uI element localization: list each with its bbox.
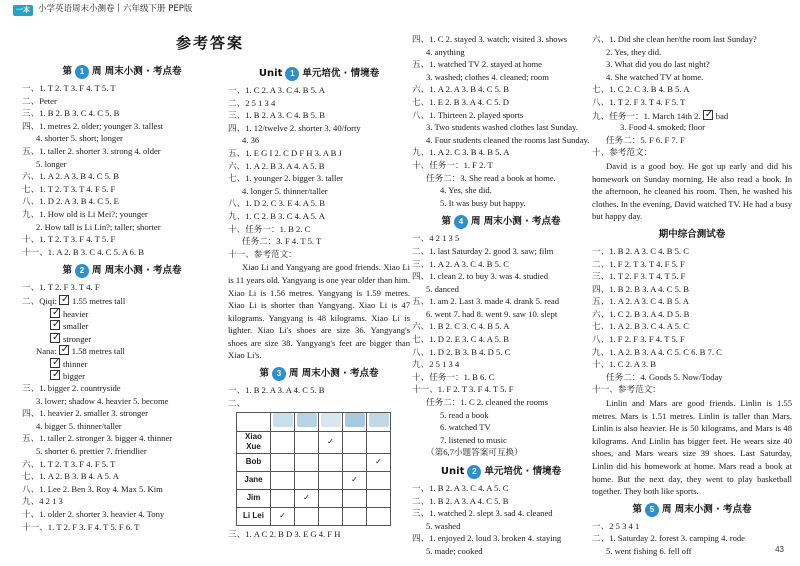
answer-line: 四、1. C 2. stayed 3. watch; visited 3. shows <box>412 34 568 44</box>
table-cell <box>343 507 367 525</box>
answer-line: 五、1. watched TV 2. stayed at home <box>412 59 542 70</box>
table-cell: ✓ <box>343 471 367 489</box>
answer-line: 十一、1. T 2. F 3. F 4. T 5. F 6. T <box>22 521 140 532</box>
answer-line: （第6,7小题答案可互换） <box>426 447 523 458</box>
answer-line: 八、1. F 2. F 3. F 4. T 5. F <box>592 334 685 345</box>
section-header-week-4 <box>412 213 590 231</box>
answer-line: 二、Peter <box>22 95 57 106</box>
table-cell <box>295 507 319 525</box>
table-cell <box>295 431 319 453</box>
answer-line: 二、 <box>228 397 246 408</box>
answer-line: 二、1. B 2. A 3. A 4. C 5. B <box>412 495 509 506</box>
header-label: 周 周末小测 · 考点卷 <box>661 503 752 515</box>
series-title: 小学英语周末小测卷丨六年级下册 PEP版 <box>38 4 193 14</box>
table-cell: ✓ <box>319 431 343 453</box>
answer-line: 八、1. T 2. F 3. T 4. F 5. T <box>592 96 686 107</box>
answer-line: 三、1. B 2. A 3. C 4. B 5. B <box>228 110 325 121</box>
checkbox-checked-icon <box>50 370 60 380</box>
column-2 <box>228 62 410 541</box>
answer-line <box>22 370 222 383</box>
answer-line: 十一、参考范文： <box>592 384 661 395</box>
table-cell: ✓ <box>367 453 391 471</box>
answer-line: 3. washed; clothes 4. cleaned; room <box>426 71 549 82</box>
answer-line: 二、1. F 2. T 3. T 4. F 5. F <box>592 258 685 269</box>
answer-list <box>412 233 590 460</box>
publisher-logo: 一本 <box>13 5 33 16</box>
answer-line: 4. bigger 5. thinner/taller <box>36 420 122 431</box>
answer-line: 2. How tall is Li Lin?; taller; shorter <box>36 221 161 232</box>
answer-line <box>592 110 792 123</box>
answer-line: 一、1. T 2. T 3. F 4. T 5. T <box>22 83 116 93</box>
answer-line: 四、1. 12/twelve 2. shorter 3. 40/forty <box>228 122 361 133</box>
answer-text: 九、任务一：1. March 14th 2. <box>592 110 701 121</box>
answer-line: 三、1. bigger 2. countryside <box>22 383 121 394</box>
answer-line: 六、1. A 2. B 3. A 4. A 5. B <box>228 160 325 171</box>
answer-line: 5. It was busy but happy. <box>440 197 526 208</box>
answer-line: 十一、1. F 2. T 3. F 4. T 5. F <box>412 384 514 395</box>
table-cell <box>295 471 319 489</box>
answer-list <box>22 83 222 259</box>
answer-line: 三、1. A C 2. B D 3. E G 4. F H <box>228 528 341 539</box>
answer-line: 3. Two students washed clothes last Sunday. <box>426 122 578 133</box>
page-title: 参考答案 <box>176 34 245 52</box>
header-label: 单元培优 · 情境卷 <box>484 465 562 477</box>
answer-list <box>22 383 222 534</box>
answer-list <box>592 521 792 559</box>
answer-line: 任务二：3. F 4. T 5. T <box>242 236 322 247</box>
answer-line: 七、1. A 2. B 3. C 4. A 5. C <box>592 321 689 332</box>
column-3 <box>412 34 590 559</box>
picture-cell <box>295 413 319 432</box>
answer-line: 八、1. Thirteen 2. played sports <box>412 109 524 120</box>
nana-label: Nana: <box>36 346 57 357</box>
cleaning-icon <box>297 413 317 427</box>
table-name-cell: Jane <box>237 471 271 489</box>
answer-line: 五、1. am 2. Last 3. made 4. drank 5. read <box>412 296 560 307</box>
table-row <box>237 453 391 471</box>
picture-cell <box>343 413 367 432</box>
table-cell <box>319 471 343 489</box>
answer-line: 5. went fishing 6. fell off <box>606 545 692 556</box>
answer-line: 7. listened to music <box>440 434 507 445</box>
answer-line: 七、1. C 2. C 3. B 4. B 5. A <box>592 84 690 95</box>
answer-line: 九、1. C 2. B 3. C 4. A 5. A <box>228 210 325 221</box>
column-4 <box>592 34 792 559</box>
answer-line: 三、1. T 2. F 3. T 4. T 5. F <box>592 271 686 282</box>
table-cell <box>271 453 295 471</box>
answer-list <box>592 34 792 110</box>
table-cell <box>319 507 343 525</box>
table-name-cell: Li Lei <box>237 507 271 525</box>
section-header-week-2 <box>22 262 222 280</box>
answer-line: 九、2 5 1 3 4 <box>412 359 460 370</box>
unit-number-badge: 1 <box>285 67 299 81</box>
week-number-badge: 4 <box>454 215 468 229</box>
table-name-cell: Xiao Xue <box>237 431 271 453</box>
answer-list <box>22 282 222 295</box>
answer-line: 6. watched TV <box>440 422 491 433</box>
checkbox-checked-icon <box>50 308 60 318</box>
answer-line: 5. danced <box>426 283 459 294</box>
checkbox-checked-icon <box>50 333 60 343</box>
activity-table <box>236 412 391 526</box>
answer-line: 七、1. D 2. E 3. C 4. A 5. B <box>412 334 509 345</box>
answer-line: 任务二：1. C 2. cleaned the rooms <box>426 397 548 408</box>
table-cell: ✓ <box>295 489 319 507</box>
section-header-week-3 <box>228 365 410 383</box>
answer-line: 七、1. younger 2. bigger 3. taller <box>228 173 344 184</box>
answer-line: 十、1. T 2. T 3. F 4. T 5. F <box>22 234 116 245</box>
header-label: 周 周末小测 · 考点卷 <box>470 216 561 228</box>
answer-list <box>592 246 792 397</box>
check-item: stronger <box>63 333 92 344</box>
cooking-icon <box>369 413 389 427</box>
check-item: heavier <box>63 308 89 319</box>
week-number-badge: 2 <box>75 264 89 278</box>
header-prefix: 第 <box>441 216 451 228</box>
answer-line: 3. Food 4. smoked; floor <box>620 122 705 133</box>
table-cell <box>319 489 343 507</box>
qiqi-label: 二、Qiqi: <box>22 295 57 306</box>
answer-line: 5. made; cooked <box>426 545 483 556</box>
section-header-unit-2 <box>412 463 590 481</box>
answer-line: 八、1. D 2. B 3. B 4. D 5. C <box>412 346 511 357</box>
header-prefix: Unit <box>440 466 465 478</box>
answer-list <box>412 483 590 559</box>
column-1 <box>22 60 222 534</box>
checkbox-checked-icon <box>59 345 69 355</box>
header-prefix: 第 <box>259 367 269 379</box>
answer-line: 4. shorter 5. short; longer <box>36 133 123 144</box>
answer-list <box>228 85 410 261</box>
answer-line: 4. 36 <box>242 135 260 146</box>
header-prefix: Unit <box>258 68 283 80</box>
answer-line: 五、1. A 2. A 3. C 4. B 5. A <box>592 296 689 307</box>
table-row <box>237 431 391 453</box>
answer-line: 3. What did you do last night? <box>606 59 710 70</box>
answer-line: 五、1. taller 2. stronger 3. bigger 4. thinner <box>22 433 173 444</box>
page-number: 43 <box>775 545 784 555</box>
answer-line: 一、1. B 2. A 3. C 4. B 5. C <box>592 245 689 256</box>
answer-line: 一、2 5 3 4 1 <box>592 520 640 531</box>
section-header-week-1 <box>22 63 222 81</box>
table-corner <box>237 413 271 432</box>
table-name-cell: Bob <box>237 453 271 471</box>
header-prefix: 第 <box>62 265 72 277</box>
section-header-week-5 <box>592 501 792 519</box>
header-label: 周 周末小测 · 考点卷 <box>288 367 379 379</box>
top-bar <box>0 0 800 24</box>
table-cell <box>343 453 367 471</box>
answer-line: 十、1. older 2. shorter 3. heavier 4. Tony <box>22 509 165 519</box>
answer-line: 任务二：5. F 6. F 7. F <box>606 134 685 145</box>
table-cell <box>367 507 391 525</box>
answer-line: 4. longer 5. thinner/taller <box>242 185 328 196</box>
answer-line: 三、1. B 2. B 3. C 4. C 5. B <box>22 108 120 119</box>
checkbox-checked-icon <box>703 110 713 120</box>
checkbox-checked-icon <box>50 358 60 368</box>
table-cell <box>319 453 343 471</box>
answer-list <box>592 122 792 160</box>
week-number-badge: 1 <box>75 65 89 79</box>
answer-line: 六、1. A 2. A 3. B 4. C 5. B <box>412 84 509 95</box>
answer-line: 三、1. A 2. A 3. C 4. B 5. C <box>412 258 509 269</box>
washing-icon <box>321 413 341 427</box>
answer-line: 八、1. D 2. C 3. E 4. A 5. B <box>228 198 325 209</box>
answer-line: 4. anything <box>426 46 465 57</box>
answer-line: 一、1. B 2. A 3. A 4. C 5. B <box>228 385 325 396</box>
answer-line: 九、1. A 2. C 3. B 4. B 5. A <box>412 147 510 158</box>
checkbox-checked-icon <box>50 320 60 330</box>
table-row <box>237 507 391 525</box>
answer-line: 十、参考范文： <box>592 147 653 158</box>
answer-line: 5. shorter 6. prettier 7. friendlier <box>36 446 147 457</box>
answer-line: 任务二：3. She read a book at home. <box>426 172 556 183</box>
answer-line: 一、1. C 2. A 3. C 4. B 5. A <box>228 85 325 95</box>
check-item: thinner <box>63 358 88 369</box>
table-cell <box>367 471 391 489</box>
answer-line: 3. lower; shadow 4. heavier 5. become <box>36 395 169 406</box>
answer-line: 四、1. clean 2. to buy 3. was 4. studied <box>412 271 549 282</box>
answer-line: 七、1. E 2. B 3. A 4. C 5. D <box>412 96 509 107</box>
answer-line: 5. longer <box>36 158 67 169</box>
picture-cell <box>367 413 391 432</box>
picture-cell <box>271 413 295 432</box>
unit-number-badge: 2 <box>467 465 481 479</box>
answer-line: 十、任务一：1. F 2. T <box>412 159 493 170</box>
answer-line: 八、1. Lee 2. Ben 3. Roy 4. Max 5. Kim <box>22 483 163 494</box>
header-label: 周 周末小测 · 考点卷 <box>91 65 182 77</box>
answer-line: 十、任务一：1. B 2. C <box>228 223 311 234</box>
essay-paragraph: Xiao Li and Yangyang are good friends. Xiao Li is 11 years old. Yangyang is one year older than him. Xiao Li is 1.56 metres. Yangyang is 1.59 metres. Xiao Li is shorter than Yangyang. Xiao Li is 47 kilograms. Yangyang is 48 kilograms. Xiao Li is lighter. Xiao Li's shoes are size 36. Yangyang's shoes are size 38. Yangyang's feet are bigger than Xiao Li's. <box>228 262 410 361</box>
answer-line: 六、1. A 2. A 3. B 4. C 5. B <box>22 171 119 182</box>
header-label: 单元培优 · 情境卷 <box>302 67 380 79</box>
answer-list <box>228 385 410 410</box>
table-row <box>237 489 391 507</box>
answer-line: 2. Yes, they did. <box>606 46 662 57</box>
table-cell <box>295 453 319 471</box>
answer-line: 6. went 7. had 8. went 9. saw 10. slept <box>426 308 558 319</box>
answer-line: 六、1. C 2. B 3. A 4. D 5. B <box>592 308 690 319</box>
check-item: bigger <box>63 371 85 382</box>
answer-line: 五、1. taller 2. shorter 3. strong 4. older <box>22 145 161 156</box>
answer-line: 四、1. metres 2. older; younger 3. tallest <box>22 120 164 131</box>
table-cell <box>343 489 367 507</box>
answer-line: 六、1. T 2. T 3. F 4. F 5. T <box>22 458 116 469</box>
section-header-midterm: 期中综合测试卷 <box>658 228 726 240</box>
table-name-cell: Jim <box>237 489 271 507</box>
answer-line: 九、1. How old is Li Mei?; younger <box>22 208 148 219</box>
answer-line: 七、1. T 2. T 3. T 4. F 5. F <box>22 183 116 194</box>
essay-paragraph: Linlin and Mars are good friends. Linlin is 1.55 metres. Mars is 1.51 metres. Linlin is taller than Mars. Linlin is also heavier. He is 50 kilograms, and Mars is 48 kilograms. And Linlin has bigger feet. He wears size 40 shoes, and Mars wears size 39 shoes. Last Saturday, Linlin did his homework at home. Mars read a book at home. But the next day, they went to play basketball together. They both like sports. <box>592 398 792 497</box>
answer-line: 4. She watched TV at home. <box>606 71 704 82</box>
answer-text: bad <box>715 110 729 121</box>
answer-line: 四、1. heavier 2. smaller 3. stronger <box>22 408 149 419</box>
answer-line: 二、1. Saturday 2. forest 3. camping 4. rode <box>592 533 745 544</box>
table-cell <box>367 489 391 507</box>
tv-icon <box>345 413 365 427</box>
header-prefix: 第 <box>632 503 642 515</box>
answer-line: 十一、1. A 2. B 3. C 4. C 5. A 6. B <box>22 246 145 257</box>
answer-line: 六、1. Did she clean her/the room last Sunday? <box>592 34 757 44</box>
answer-line: 二、2 5 1 3 4 <box>228 97 276 108</box>
table-row <box>237 471 391 489</box>
answer-line: 一、1. B 2. A 3. C 4. A 5. C <box>412 483 509 493</box>
table-cell <box>271 471 295 489</box>
answer-line: 二、1. last Saturday 2. good 3. saw; film <box>412 245 554 256</box>
answer-line: 4. Four students cleaned the rooms last Sunday. <box>426 134 590 145</box>
section-header-unit-1 <box>228 65 410 83</box>
table-cell <box>271 489 295 507</box>
table-cell <box>343 431 367 453</box>
answer-line: 五、1. E G I 2. C D F H 3. A B J <box>228 147 342 158</box>
answer-line: 4. Yes, she did. <box>440 185 492 196</box>
answer-line: 九、4 2 1 3 <box>22 496 63 507</box>
table-cell: ✓ <box>271 507 295 525</box>
answer-line: 三、1. watched 2. slept 3. sad 4. cleaned <box>412 508 553 519</box>
answer-line: 5. read a book <box>440 409 489 420</box>
answer-line: 九、1. A 2. B 3. A 4. C 5. C 6. B 7. C <box>592 346 722 357</box>
answer-list <box>412 34 590 210</box>
answer-line: 一、1. T 2. F 3. T 4. F <box>22 282 100 293</box>
table-header-row <box>237 413 391 432</box>
check-item: 1.55 metres tall <box>72 295 126 306</box>
answer-line: 5. washed <box>426 520 461 531</box>
week-number-badge: 3 <box>272 367 286 381</box>
check-item: smaller <box>63 321 89 332</box>
answer-line: 四、1. B 2. B 3. A 4. C 5. B <box>592 283 689 294</box>
header-label: 周 周末小测 · 考点卷 <box>91 265 182 277</box>
essay-paragraph: David is a good boy. He got up early and did his homework on Sunday morning. He also read a book. In the afternoon, he cleaned his room. Then, he washed his clothes. In the evening, David watched TV. He had a busy but happy day. <box>592 160 792 222</box>
answer-list <box>228 529 410 542</box>
checkbox-checked-icon <box>59 295 69 305</box>
reading-icon <box>273 413 293 427</box>
answer-line: 七、1. A 2. B 3. B 4. A 5. A <box>22 471 119 482</box>
answer-line: 四、1. enjoyed 2. loud 3. broken 4. staying <box>412 533 562 544</box>
answer-line: 十一、参考范文： <box>228 248 297 259</box>
answer-line: 六、1. B 2. C 3. C 4. B 5. A <box>412 321 510 332</box>
picture-cell <box>319 413 343 432</box>
answer-line <box>22 333 222 346</box>
answer-line: 一、4 2 1 3 5 <box>412 233 460 244</box>
table-cell <box>367 431 391 453</box>
week-number-badge: 5 <box>645 503 659 517</box>
header-prefix: 第 <box>62 65 72 77</box>
answer-line: 八、1. D 2. A 3. B 4. C 5. E <box>22 196 119 207</box>
answer-line: 十、任务一：1. B 6. C <box>412 371 495 382</box>
answer-line: 任务二：4. Goods 5. Now/Today <box>606 371 723 382</box>
answer-line: 十、1. C 2. A 3. B <box>592 359 656 370</box>
check-item: 1.58 metres tall <box>71 346 125 357</box>
table-cell <box>271 431 295 453</box>
